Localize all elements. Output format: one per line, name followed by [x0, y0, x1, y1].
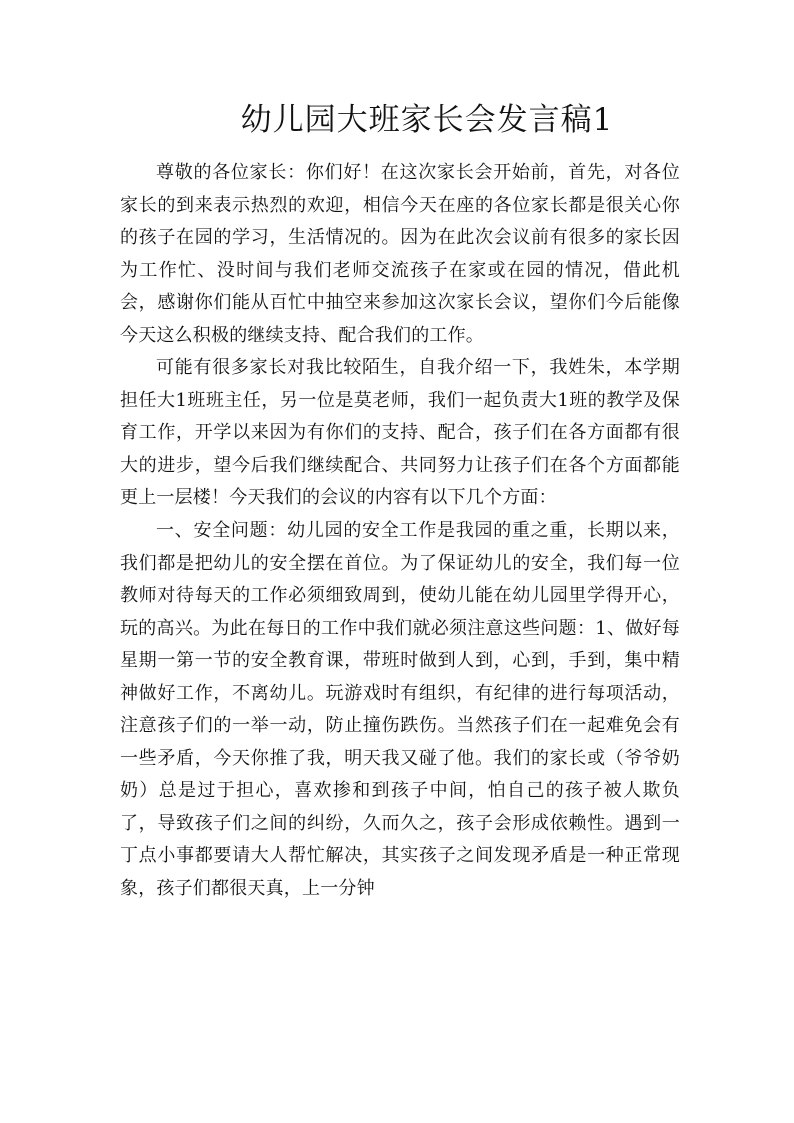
- paragraph-introduction: 可能有很多家长对我比较陌生，自我介绍一下，我姓朱，本学期担任大1班班主任，另一位是莫老师，我们一起负责大1班的教学及保育工作，开学以来因为有你们的支持、配合，孩子们在各方面都有很大的进步，望今后我们继续配合、共同努力让孩子们在各个方面都能更上一层楼！今天我们的会议的内容有以下几个方面：: [120, 357, 680, 509]
- paragraph-greeting: 尊敬的各位家长：你们好！在这次家长会开始前，首先，对各位家长的到来表示热烈的欢迎，相信今天在座的各位家长都是很关心你的孩子在园的学习，生活情况的。因为在此次会议前有很多的家长因为工作忙、没时间与我们老师交流孩子在家或在园的情况，借此机会，感谢你们能从百忙中抽空来参加这次家长会议，望你们今后能像今天这么积极的继续支持、配合我们的工作。: [120, 162, 680, 346]
- paragraph-safety: 一、安全问题：幼儿园的安全工作是我园的重之重，长期以来，我们都是把幼儿的安全摆在首位。为了保证幼儿的安全，我们每一位教师对待每天的工作必须细致周到，使幼儿能在幼儿园里学得开心，玩的高兴。为此在每日的工作中我们就必须注意这些问题：1、做好每星期一第一节的安全教育课，带班时做到人到，心到，手到，集中精神做好工作，不离幼儿。玩游戏时有组织，有纪律的进行每项活动，注意孩子们的一举一动，防止撞伤跌伤。当然孩子们在一起难免会有一些矛盾，今天你推了我，明天我又碰了他。我们的家长或（爷爷奶奶）总是过于担心，喜欢掺和到孩子中间，怕自己的孩子被人欺负了，导致孩子们之间的纠纷，久而久之，孩子会形成依赖性。遇到一丁点小事都要请大人帮忙解决，其实孩子之间发现矛盾是一种正常现象，孩子们都很天真，上一分钟: [120, 520, 680, 900]
- document-title: 幼儿园大班家长会发言稿1: [240, 102, 614, 138]
- document-body: [120, 157, 680, 906]
